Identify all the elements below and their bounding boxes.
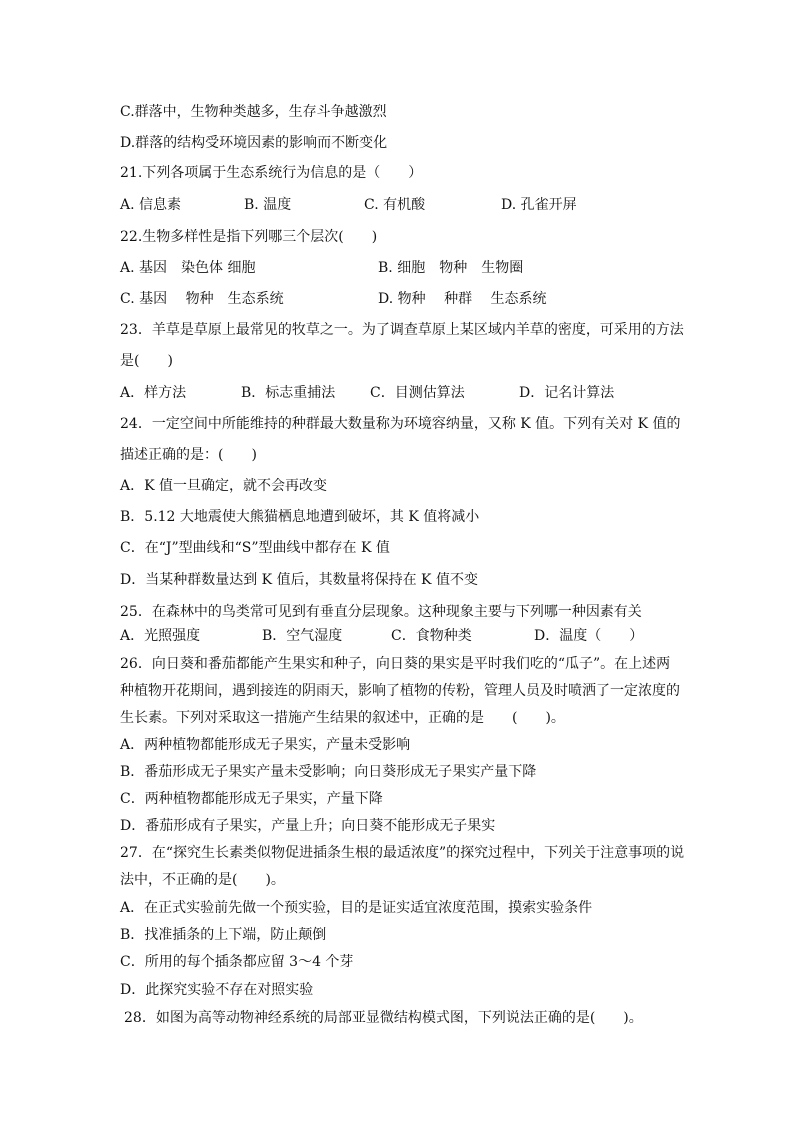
- q21-option-d: D. 孔雀开屏: [501, 197, 577, 213]
- q24-option-d: D．当某种群数量达到 K 值后，其数量将保持在 K 值不变: [120, 572, 478, 588]
- q23-option-a: A．样方法: [120, 385, 187, 401]
- q23-stem-line2: 是( ): [120, 353, 173, 369]
- q22-option-d: D. 物种 种群 生态系统: [378, 291, 547, 307]
- q22-stem: 22.生物多样性是指下列哪三个层次( ): [120, 229, 378, 245]
- q24-option-a: A．K 值一旦确定，就不会再改变: [120, 478, 328, 494]
- q21-option-b: B. 温度: [244, 197, 292, 213]
- q20-option-d: D.群落的结构受环境因素的影响而不断变化: [120, 135, 388, 151]
- q24-option-c: C．在“J”型曲线和“S”型曲线中都存在 K 值: [120, 540, 390, 556]
- q22-option-a: A. 基因 染色体 细胞: [120, 260, 256, 276]
- q25-option-a: A．光照强度: [120, 628, 201, 644]
- q21-option-c: C. 有机酸: [364, 197, 426, 213]
- q27-option-a: A．在正式实验前先做一个预实验，目的是证实适宜浓度范围，摸索实验条件: [120, 900, 593, 916]
- q27-option-d: D．此探究实验不存在对照实验: [120, 982, 314, 998]
- q23-option-d: D．记名计算法: [519, 385, 615, 401]
- q26-option-c: C．两种植物都能形成无子果实，产量下降: [120, 791, 383, 807]
- q27-stem-line1: 27．在“探究生长素类似物促进插条生根的最适浓度”的探究过程中，下列关于注意事项的说: [120, 845, 685, 861]
- q25-option-d: D．温度（ ）: [534, 628, 644, 644]
- q24-stem-line1: 24．一定空间中所能维持的种群最大数量称为环境容纳量，又称 K 值。下列有关对 K 值的: [120, 416, 681, 432]
- q21-stem: 21.下列各项属于生态系统行为信息的是（ ）: [120, 165, 423, 181]
- q25-stem: 25．在森林中的鸟类常可见到有垂直分层现象。这种现象主要与下列哪一种因素有关: [120, 604, 642, 620]
- q28-stem: 28．如图为高等动物神经系统的局部亚显微结构模式图，下列说法正确的是( )。: [124, 1010, 643, 1026]
- q26-option-a: A．两种植物都能形成无子果实，产量未受影响: [120, 737, 411, 753]
- q26-stem-line1: 26．向日葵和番茄都能产生果实和种子，向日葵的果实是平时我们吃的“瓜子”。在上述两: [120, 656, 671, 672]
- q26-option-d: D．番茄形成有子果实，产量上升；向日葵不能形成无子果实: [120, 818, 496, 834]
- q24-option-b: B．5.12 大地震使大熊猫栖息地遭到破坏，其 K 值将减小: [120, 509, 480, 525]
- q24-stem-line2: 描述正确的是：( ): [120, 447, 257, 463]
- q21-option-a: A. 信息素: [120, 197, 182, 213]
- q26-stem-line2: 种植物开花期间，遇到接连的阴雨天，影响了植物的传粉，管理人员及时喷洒了一定浓度的: [120, 683, 680, 699]
- q25-option-b: B．空气湿度: [262, 628, 343, 644]
- q27-stem-line2: 法中，不正确的是( )。: [120, 872, 285, 888]
- q26-stem-line3: 生长素。下列对采取这一措施产生结果的叙述中，正确的是 ( )。: [120, 710, 565, 726]
- q22-option-b: B. 细胞 物种 生物圈: [378, 260, 524, 276]
- q27-option-b: B．找准插条的上下端，防止颠倒: [120, 927, 327, 943]
- q23-option-c: C．目测估算法: [370, 385, 465, 401]
- q27-option-c: C．所用的每个插条都应留 3～4 个芽: [120, 954, 354, 970]
- q23-option-b: B．标志重捕法: [241, 385, 336, 401]
- q20-option-c: C.群落中，生物种类越多，生存斗争越激烈: [120, 104, 387, 120]
- q25-option-c: C．食物种类: [391, 628, 472, 644]
- q22-option-c: C. 基因 物种 生态系统: [120, 291, 284, 307]
- q26-option-b: B．番茄形成无子果实产量未受影响；向日葵形成无子果实产量下降: [120, 764, 537, 780]
- q23-stem-line1: 23．羊草是草原上最常见的牧草之一。为了调查草原上某区域内羊草的密度，可采用的方法: [120, 322, 684, 338]
